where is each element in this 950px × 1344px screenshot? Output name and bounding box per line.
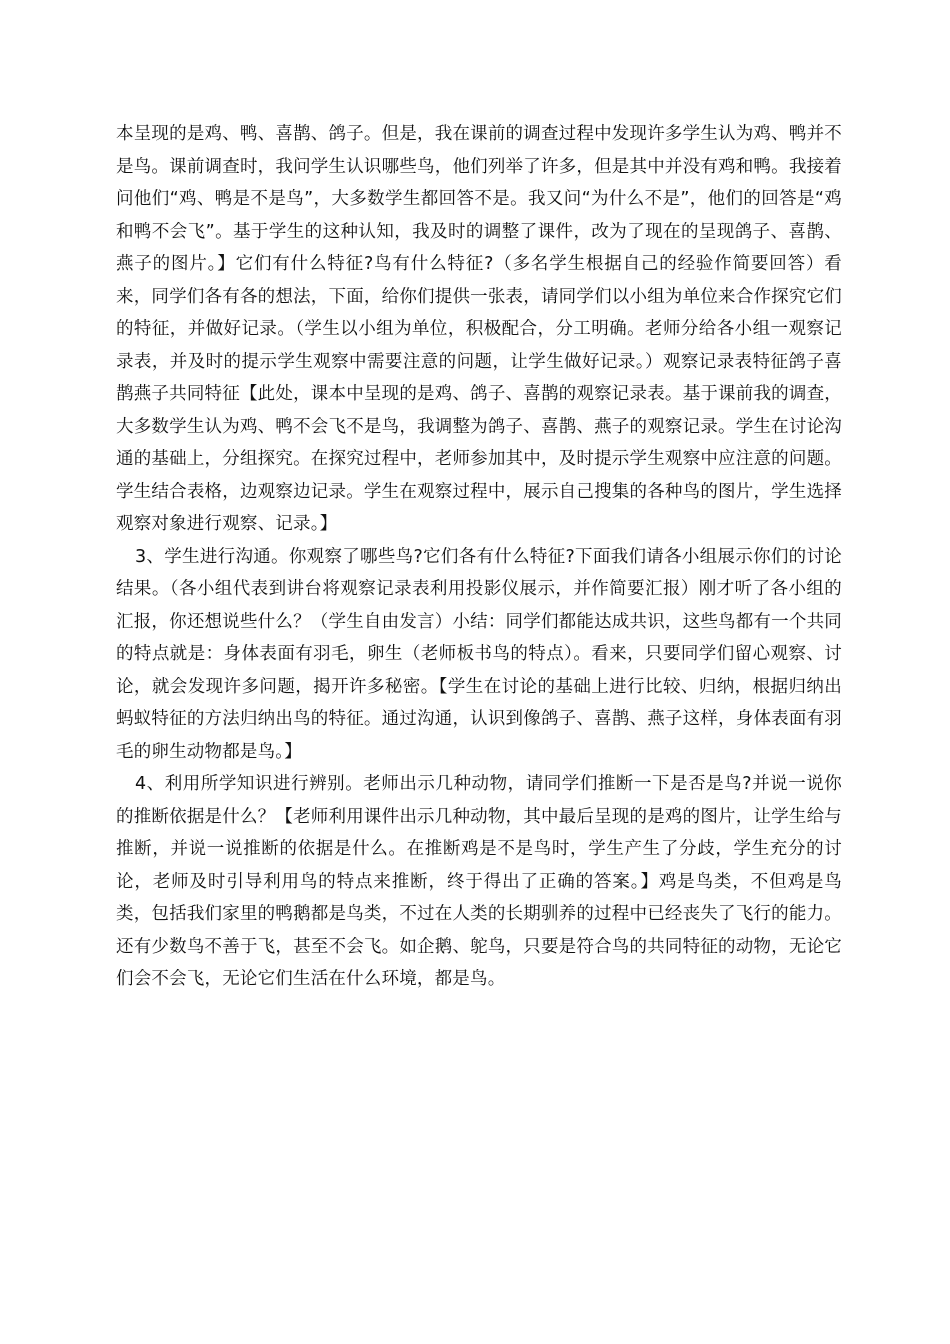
paragraph-3: 4、利用所学知识进行辨别。老师出示几种动物，请同学们推断一下是否是鸟?并说一说你的推断依据是什么？【老师利用课件出示几种动物，其中最后呈现的是鸡的图片，让学生给与推断，并说一说推断的依据是什么。在推断鸡是不是鸟时，学生产生了分歧，学生充分的讨论，老师及时引导利用鸟的特点来推断，终于得出了正确的答案。】鸡是鸟类，不但鸡是鸟类，包括我们家里的鸭鹅都是鸟类，不过在人类的长期驯养的过程中已经丧失了飞行的能力。还有少数鸟不善于飞，甚至不会飞。如企鹅、鸵鸟，只要是符合鸟的共同特征的动物，无论它们会不会飞，无论它们生活在什么环境，都是鸟。 [116, 774, 842, 989]
paragraph-2: 3、学生进行沟通。你观察了哪些鸟?它们各有什么特征?下面我们请各小组展示你们的讨论结果。（各小组代表到讲台将观察记录表利用投影仪展示，并作简要汇报）刚才听了各小组的汇报，你还想说些什么？（学生自由发言）小结：同学们都能达成共识，这些鸟都有一个共同的特点就是：身体表面有羽毛，卵生（老师板书鸟的特点）。看来，只要同学们留心观察、讨论，就会发现许多问题，揭开许多秘密。【学生在讨论的基础上进行比较、归纳，根据归纳出蚂蚁特征的方法归纳出鸟的特征。通过沟通，认识到像鸽子、喜鹊、燕子这样，身体表面有羽毛的卵生动物都是鸟。】 [116, 546, 842, 762]
paragraph-1: 本呈现的是鸡、鸭、喜鹊、鸽子。但是，我在课前的调查过程中发现许多学生认为鸡、鸭并不是鸟。课前调查时，我问学生认识哪些鸟，他们列举了许多，但是其中并没有鸡和鸭。我接着问他们“鸡、鸭是不是鸟”，大多数学生都回答不是。我又问“为什么不是”，他们的回答是“鸡和鸭不会飞”。基于学生的这种认知，我及时的调整了课件，改为了现在的呈现鸽子、喜鹊、燕子的图片。】它们有什么特征?鸟有什么特征?（多名学生根据自己的经验作简要回答）看来，同学们各有各的想法，下面，给你们提供一张表，请同学们以小组为单位来合作探究它们的特征，并做好记录。（学生以小组为单位，积极配合，分工明确。老师分给各小组一观察记录表，并及时的提示学生观察中需要注意的问题，让学生做好记录。）观察记录表特征鸽子喜鹊燕子共同特征【此处，课本中呈现的是鸡、鸽子、喜鹊的观察记录表。基于课前我的调查，大多数学生认为鸡、鸭不会飞不是鸟，我调整为鸽子、喜鹊、燕子的观察记录。学生在讨论沟通的基础上，分组探究。在探究过程中，老师参加其中，及时提示学生观察中应注意的问题。学生结合表格，边观察边记录。学生在观察过程中，展示自己搜集的各种鸟的图片，学生选择观察对象进行观察、记录。】 [116, 124, 842, 534]
document-body [116, 118, 842, 996]
